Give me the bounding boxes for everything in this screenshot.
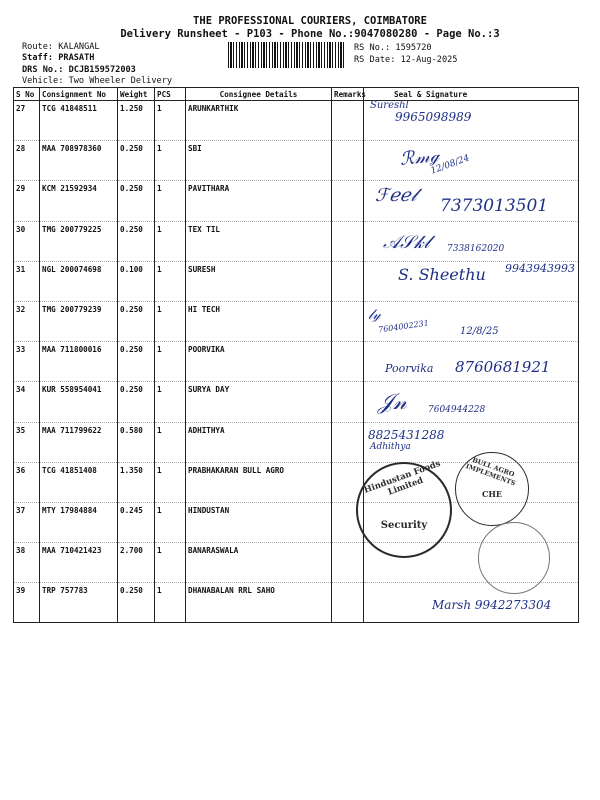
- cell-consignment: MTY 17984884: [40, 502, 118, 542]
- cell-weight: 0.250: [118, 583, 155, 623]
- cell-sno: 35: [14, 422, 40, 462]
- cell-remarks: [332, 543, 364, 583]
- table-row: [14, 101, 579, 141]
- handwritten-name: Adhithya: [370, 442, 411, 452]
- cell-sno: 33: [14, 342, 40, 382]
- cell-pcs: 1: [155, 221, 186, 261]
- staff-label: Staff: PRASATH: [22, 53, 95, 63]
- cell-consignee: SURYA DAY: [186, 382, 332, 422]
- signature-scribble: 𝒜𝒮𝓀𝓁: [383, 232, 430, 253]
- cell-consignment: TCG 41848511: [40, 101, 118, 141]
- cell-remarks: [332, 382, 364, 422]
- cell-consignment: TMG 200779239: [40, 301, 118, 341]
- company-title: THE PROFESSIONAL COURIERS, COIMBATORE: [193, 15, 427, 27]
- cell-consignee: HINDUSTAN: [186, 502, 332, 542]
- route-label: Route: KALANGAL: [22, 42, 100, 52]
- drs-label: DRS No.:: [22, 65, 64, 75]
- cell-remarks: [332, 181, 364, 221]
- cell-consignment: NGL 200074698: [40, 261, 118, 301]
- cell-weight: 1.250: [118, 101, 155, 141]
- cell-remarks: [332, 101, 364, 141]
- cell-pcs: 1: [155, 181, 186, 221]
- cell-consignee: SBI: [186, 141, 332, 181]
- cell-sno: 32: [14, 301, 40, 341]
- cell-pcs: 1: [155, 101, 186, 141]
- cell-weight: 0.250: [118, 141, 155, 181]
- handwritten-name: Poorvika: [385, 362, 434, 375]
- barcode: [228, 42, 346, 68]
- col-consignment: Consignment No: [40, 88, 118, 101]
- cell-sno: 34: [14, 382, 40, 422]
- cell-sno: 28: [14, 141, 40, 181]
- drs-value: DCJB159572003: [68, 65, 136, 75]
- cell-consignee: DHANABALAN RRL SAHO: [186, 583, 332, 623]
- col-remarks: Remarks: [332, 88, 364, 101]
- cell-pcs: 1: [155, 543, 186, 583]
- cell-weight: 0.250: [118, 301, 155, 341]
- cell-weight: 0.250: [118, 382, 155, 422]
- handwritten-phone: Marsh 9942273304: [432, 598, 552, 612]
- cell-pcs: 1: [155, 301, 186, 341]
- col-weight: Weight: [118, 88, 155, 101]
- col-pcs: PCS: [155, 88, 186, 101]
- cell-consignment: MAA 708978360: [40, 141, 118, 181]
- col-signature: Seal & Signature: [364, 88, 579, 101]
- cell-remarks: [332, 342, 364, 382]
- cell-weight: 0.250: [118, 221, 155, 261]
- stamp-center: Security: [380, 520, 428, 531]
- cell-pcs: 1: [155, 342, 186, 382]
- handwritten-date: 12/8/25: [460, 326, 499, 337]
- cell-sno: 36: [14, 462, 40, 502]
- cell-consignment: TMG 200779225: [40, 221, 118, 261]
- cell-remarks: [332, 221, 364, 261]
- cell-remarks: [332, 301, 364, 341]
- cell-remarks: [332, 583, 364, 623]
- col-consignee: Consignee Details: [186, 88, 332, 101]
- table-header-row: [14, 88, 579, 101]
- cell-remarks: [332, 141, 364, 181]
- stamp-text: BULL AGRO IMPLEMENTS: [464, 455, 517, 488]
- cell-sno: 37: [14, 502, 40, 542]
- cell-sno: 31: [14, 261, 40, 301]
- table-row: [14, 382, 579, 422]
- cell-pcs: 1: [155, 422, 186, 462]
- hindustan-foods-stamp: [356, 458, 452, 558]
- cell-weight: 1.350: [118, 462, 155, 502]
- cell-consignment: TRP 757783: [40, 583, 118, 623]
- rs-number: RS No.: 1595720: [354, 43, 432, 53]
- faded-stamp: [478, 522, 550, 594]
- bull-agro-stamp: [455, 452, 529, 526]
- cell-weight: 0.245: [118, 502, 155, 542]
- table-row: [14, 261, 579, 301]
- cell-pcs: 1: [155, 382, 186, 422]
- cell-pcs: 1: [155, 502, 186, 542]
- cell-sno: 30: [14, 221, 40, 261]
- cell-consignee: PRABHAKARAN BULL AGRO: [186, 462, 332, 502]
- cell-weight: 0.250: [118, 342, 155, 382]
- signature-scribble: 𝒥𝓃: [378, 390, 407, 415]
- cell-consignee: POORVIKA: [186, 342, 332, 382]
- vehicle-label: Vehicle: Two Wheeler Delivery: [22, 76, 173, 86]
- cell-consignee: ADHITHYA: [186, 422, 332, 462]
- cell-consignee: BANARASWALA: [186, 543, 332, 583]
- stamp-center: CHE: [481, 489, 503, 499]
- cell-consignment: KCM 21592934: [40, 181, 118, 221]
- rs-date: RS Date: 12-Aug-2025: [354, 55, 458, 65]
- cell-pcs: 1: [155, 261, 186, 301]
- cell-consignment: MAA 711800016: [40, 342, 118, 382]
- cell-sno: 27: [14, 101, 40, 141]
- cell-sno: 29: [14, 181, 40, 221]
- cell-weight: 0.100: [118, 261, 155, 301]
- cell-consignment: MAA 710421423: [40, 543, 118, 583]
- cell-consignment: MAA 711799622: [40, 422, 118, 462]
- signature-scribble: ℛ𝓂ℊ: [399, 144, 441, 171]
- cell-consignment: TCG 41851408: [40, 462, 118, 502]
- cell-weight: 0.250: [118, 181, 155, 221]
- drs-number: [22, 65, 136, 75]
- cell-remarks: [332, 261, 364, 301]
- handwritten-name: S. Sheethu: [398, 265, 486, 284]
- handwritten-number: 7604944228: [428, 405, 486, 415]
- handwritten-number: 7338162020: [447, 244, 505, 254]
- cell-consignment: KUR 558954041: [40, 382, 118, 422]
- cell-signature: [364, 141, 579, 181]
- cell-pcs: 1: [155, 462, 186, 502]
- signature-scribble: ℱℯℯ𝓁: [375, 185, 417, 206]
- table-row: [14, 141, 579, 181]
- handwritten-phone: 9965098989: [395, 110, 472, 124]
- stamp-text: Hindustan Foods Limited: [362, 458, 442, 498]
- cell-pcs: 1: [155, 141, 186, 181]
- signature-scribble: 𝓁𝓎: [368, 307, 381, 323]
- cell-pcs: 1: [155, 583, 186, 623]
- cell-weight: 0.580: [118, 422, 155, 462]
- table-row: [14, 221, 579, 261]
- col-sno: S No: [14, 88, 40, 101]
- handwritten-number: 7604002231: [377, 318, 430, 335]
- handwritten-phone: 8825431288: [368, 428, 445, 442]
- cell-consignee: PAVITHARA: [186, 181, 332, 221]
- cell-sno: 39: [14, 583, 40, 623]
- handwritten-phone: 8760681921: [455, 358, 551, 376]
- handwritten-name: Sureshl: [370, 100, 409, 111]
- cell-sno: 38: [14, 543, 40, 583]
- cell-remarks: [332, 422, 364, 462]
- runsheet-subtitle: Delivery Runsheet - P103 - Phone No.:9047080280 - Page No.:3: [120, 28, 500, 40]
- handwritten-date: 12/08/24: [429, 153, 471, 177]
- handwritten-phone: 9943943993: [505, 262, 575, 275]
- cell-consignee: HI TECH: [186, 301, 332, 341]
- cell-consignee: TEX TIL: [186, 221, 332, 261]
- handwritten-phone: 7373013501: [440, 196, 549, 216]
- cell-consignee: SURESH: [186, 261, 332, 301]
- cell-weight: 2.700: [118, 543, 155, 583]
- cell-consignee: ARUNKARTHIK: [186, 101, 332, 141]
